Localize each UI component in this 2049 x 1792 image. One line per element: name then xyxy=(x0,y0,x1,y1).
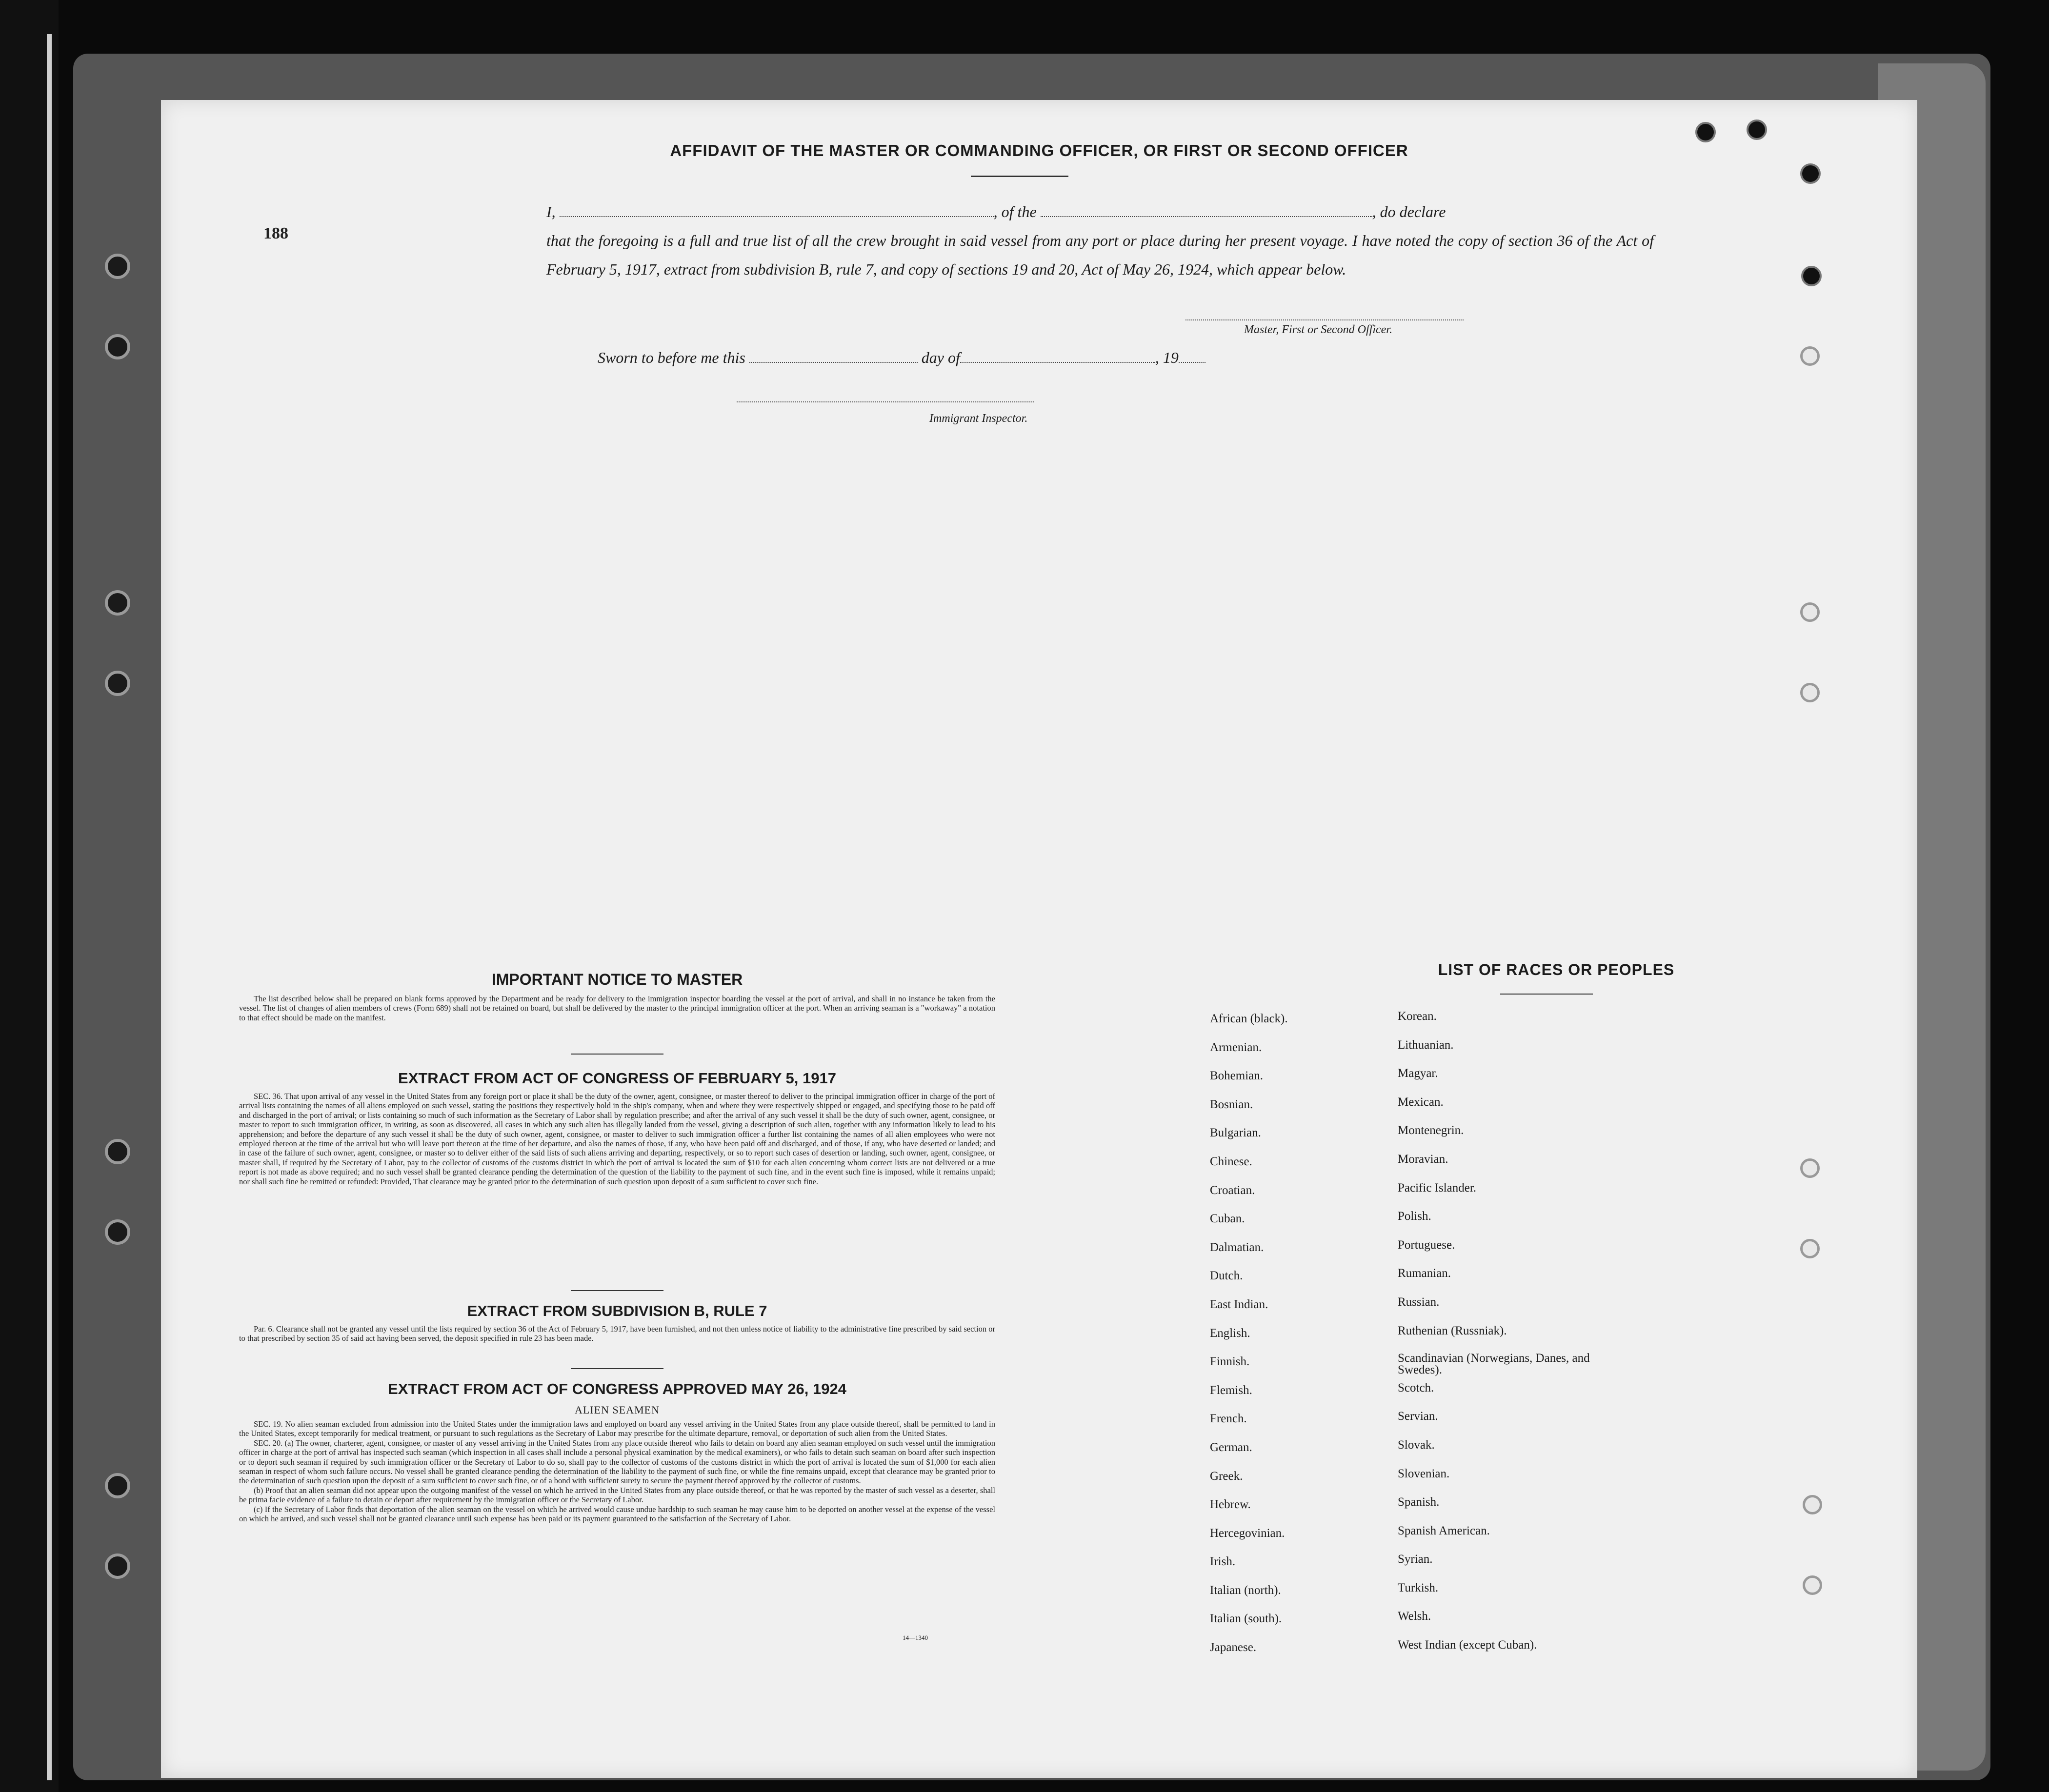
master-signature-line xyxy=(1185,319,1464,320)
race-item: Bosnian. xyxy=(1210,1097,1253,1111)
sec-19-text: SEC. 19. No alien seaman excluded from admission into the United States under the immigration laws and employed on board any vessel arriving in the United States from any place outside thereof, shall be permitted to land in the United States, except temporarily for medical treatment, or pursuant to such regulations as the Secretary of Labor may prescribe for the ultimate departure, removal, or deportation of such alien from the United States. xyxy=(239,1419,995,1438)
race-item: Cuban. xyxy=(1210,1212,1245,1226)
punch-hole-icon xyxy=(1800,1158,1820,1178)
margin-mark: 188 xyxy=(263,224,288,242)
form-number: 14—1340 xyxy=(903,1634,928,1641)
race-item: Ruthenian (Russniak). xyxy=(1398,1324,1507,1337)
punch-hole-icon xyxy=(1801,266,1822,286)
race-item: Polish. xyxy=(1398,1210,1431,1223)
extract-1917-body xyxy=(239,1092,995,1186)
binder-hole-icon xyxy=(105,1139,130,1164)
race-item: Italian (north). xyxy=(1210,1583,1281,1597)
binder-hole-icon xyxy=(105,334,130,359)
race-item: Hebrew. xyxy=(1210,1498,1251,1512)
affidavit-line-1 xyxy=(546,198,1654,226)
punch-hole-icon xyxy=(1800,1239,1820,1258)
binder-hole-icon xyxy=(105,671,130,696)
notice-text: The list described below shall be prepared on blank forms approved by the Department and be ready for delivery to the immigration inspector boarding the vessel at the port of arrival, and shall in no instance be taken from the vessel. The list of changes of alien members of crews (Form 689) shall not be retained on board, but shall be delivered by the master to the principal immigration officer at the port. When an arriving seaman is a "workaway" a notation to that effect should be made on the manifest. xyxy=(239,994,995,1022)
vessel-blank xyxy=(1041,216,1372,217)
affidavit-of-the: , of the xyxy=(993,203,1037,220)
races-title: LIST OF RACES OR PEOPLES xyxy=(1438,961,1675,978)
race-item: German. xyxy=(1210,1440,1252,1454)
binder-hole-icon xyxy=(105,1553,130,1579)
divider xyxy=(571,1290,663,1291)
sworn-month-blank xyxy=(960,362,1155,363)
section-36-text: SEC. 36. That upon arrival of any vessel in the United States from any foreign port or place it shall be the duty of the owner, agent, consignee, or master thereof to deliver to the principal immigration officer in charge of the port of arrival lists containing the names of all aliens employed on such vessel, stating the positions they respectively hold in the ship's company, when and where they were respectively shipped or engaged, and specifying those to be paid off and discharged in the port of arrival; or lists containing so much of such information as the Secretary of Labor shall by regulation prescribe; and after the arrival of any such vessel it shall be the duty of such owner, agent, consignee, or master to report to such immigration officer, in writing, as soon as discovered, all cases in which any such alien has illegally landed from the vessel, giving a description of such alien, together with any information likely to lead to his apprehension; and before the departure of any such vessel it shall be the duty of such owner, agent, consignee, or master to deliver to such immigration officer a further list containing the names of all alien employees who were not employed thereon at the time of the arrival but who will leave port thereon at the time of her departure, and also the names of those, if any, who have been paid off and discharged, and of those, if any, who have deserted or landed; and in case of the failure of such owner, agent, consignee, or master so to deliver either of the said lists of such aliens arriving and departing, respectively, or so to report such cases of desertion or landing, such owner, agent, consignee, or master shall, if required by the Secretary of Labor, pay to the collector of customs of the customs district in which the port of arrival is located the sum of $10 for each alien concerning whom correct lists are not delivered or a true report is not made as above required; and no such vessel shall be granted clearance pending the determination of the question of the liability to the payment of such fine, and in the event such fine is imposed, while it remains unpaid; nor shall such fine be remitted or refunded: Provided, That clearance may be granted prior to the determination of such question upon deposit of a sum sufficient to cover such fine. xyxy=(239,1092,995,1186)
punch-hole-icon xyxy=(1695,122,1716,142)
race-item: Bulgarian. xyxy=(1210,1126,1261,1140)
race-item: Pacific Islander. xyxy=(1398,1181,1477,1195)
race-item: Spanish American. xyxy=(1398,1524,1490,1537)
affidavit-declaration-text: that the foregoing is a full and true list of all the crew brought in said vessel from any port or place during her present voyage. I have noted the copy of section 36 of the Act of February 5, 1917, extract from subdivision B, rule 7, and copy of sections 19 and 20, Act of May 26, 1924, which appear below. xyxy=(546,232,1654,278)
race-item: Portuguese. xyxy=(1398,1238,1455,1252)
notice-body xyxy=(239,994,995,1022)
race-item: Japanese. xyxy=(1210,1641,1257,1654)
sworn-prefix: Sworn to before me this xyxy=(598,349,745,366)
race-item: Armenian. xyxy=(1210,1040,1262,1054)
races-divider xyxy=(1500,994,1593,995)
binder-hole-icon xyxy=(105,590,130,616)
title-divider xyxy=(971,176,1068,177)
punch-hole-icon xyxy=(1800,346,1820,366)
race-item: Dalmatian. xyxy=(1210,1240,1264,1254)
race-item: African (black). xyxy=(1210,1012,1288,1025)
affidavit-declare: , do declare xyxy=(1372,203,1446,220)
race-item: Lithuanian. xyxy=(1398,1038,1454,1052)
races-left-column xyxy=(1210,1012,1386,1670)
punch-hole-icon xyxy=(1800,602,1820,622)
alien-seamen-subtitle: ALIEN SEAMEN xyxy=(575,1404,660,1416)
race-item: East Indian. xyxy=(1210,1297,1268,1311)
race-item: Bohemian. xyxy=(1210,1069,1264,1083)
affidavit-title: AFFIDAVIT OF THE MASTER OR COMMANDING OFFICER, OR FIRST OR SECOND OFFICER xyxy=(670,141,1408,159)
race-item: Irish. xyxy=(1210,1555,1236,1569)
race-item: Syrian. xyxy=(1398,1553,1433,1566)
race-item: Welsh. xyxy=(1398,1610,1431,1623)
race-item: Montenegrin. xyxy=(1398,1124,1464,1137)
punch-hole-icon xyxy=(1800,163,1821,184)
sworn-year-blank xyxy=(1179,362,1205,363)
race-item: Turkish. xyxy=(1398,1581,1439,1594)
race-item: Magyar. xyxy=(1398,1067,1438,1080)
race-item: Servian. xyxy=(1398,1410,1438,1423)
race-item: Slovak. xyxy=(1398,1438,1435,1452)
race-item: Korean. xyxy=(1398,1010,1437,1023)
race-item: Spanish. xyxy=(1398,1495,1440,1509)
binder-hole-icon xyxy=(105,1219,130,1245)
sworn-day-of: day of xyxy=(921,349,960,366)
race-item: Hercegovinian. xyxy=(1210,1526,1285,1540)
race-item: Dutch. xyxy=(1210,1269,1243,1283)
sworn-day-blank xyxy=(749,362,918,363)
punch-hole-icon xyxy=(1803,1575,1822,1595)
race-item: English. xyxy=(1210,1326,1250,1340)
race-item: Croatian. xyxy=(1210,1183,1255,1197)
race-item: Slovenian. xyxy=(1398,1467,1450,1480)
binder-hole-icon xyxy=(105,1473,130,1498)
par-6-text: Par. 6. Clearance shall not be granted any vessel until the lists required by section 36 of the Act of February 5, 1917, have been furnished, and not then unless notice of liability to the administrative fine prescribed by said section or to that prescribed by section 35 of said act having been served, the deposit specified in rule 23 has been made. xyxy=(239,1324,995,1343)
notice-title: IMPORTANT NOTICE TO MASTER xyxy=(491,971,743,988)
sec-20c-text: (c) If the Secretary of Labor finds that deportation of the alien seaman on the vessel on which he arrived would cause undue hardship to such seaman he may cause him to be deported on another vessel at the expense of the vessel on which he arrived, and such vessel shall not be granted clearance until such expense has been paid or its payment guaranteed to the satisfaction of the Secretary of Labor. xyxy=(239,1504,995,1524)
race-item: Greek. xyxy=(1210,1469,1243,1483)
race-item: Rumanian. xyxy=(1398,1267,1451,1280)
rule-7-body xyxy=(239,1324,995,1343)
binder-edge xyxy=(47,34,52,1780)
extract-1924-title: EXTRACT FROM ACT OF CONGRESS APPROVED MAY 26, 1924 xyxy=(388,1380,846,1397)
race-item: Flemish. xyxy=(1210,1383,1252,1397)
affidavit-i: I, xyxy=(546,203,556,220)
race-item: Finnish. xyxy=(1210,1355,1250,1369)
race-item: Scotch. xyxy=(1398,1381,1434,1394)
race-item: Scandinavian (Norwegians, Danes, and Swedes). xyxy=(1398,1352,1590,1377)
punch-hole-icon xyxy=(1803,1495,1822,1514)
race-item: Moravian. xyxy=(1398,1152,1448,1166)
punch-hole-icon xyxy=(1800,683,1820,702)
extract-1917-title: EXTRACT FROM ACT OF CONGRESS OF FEBRUARY 5, 1917 xyxy=(398,1070,836,1087)
master-signature-label: Master, First or Second Officer. xyxy=(1244,323,1392,336)
race-item: West Indian (except Cuban). xyxy=(1398,1638,1537,1652)
race-item: Russian. xyxy=(1398,1295,1440,1309)
race-item: Chinese. xyxy=(1210,1155,1252,1168)
binder-hole-icon xyxy=(105,254,130,279)
race-item: Italian (south). xyxy=(1210,1612,1282,1626)
punch-hole-icon xyxy=(1747,119,1767,140)
sec-20a-text: SEC. 20. (a) The owner, charterer, agent, consignee, or master of any vessel arriving in the United States from any place outside thereof who fails to detain on board any alien seaman employed on such vessel until the immigration officer in charge at the port of arrival has inspected such seaman (which inspection in all cases shall include a personal physical examination by the medical examiners), or who fails to detain such seaman on board after such inspection or to deport such seaman if required by such immigration officer or the Secretary of Labor to do so, shall pay to the collector of customs of the customs district in which the port of arrival is located the sum of $1,000 for each alien seaman in respect of whom such failure occurs. No vessel shall be granted clearance pending the determination of the liability to the payment of such fine, or while the fine remains unpaid, except that clearance may be granted prior to the determination of such question upon the deposit of a sum sufficient to cover such fine, or of a bond with sufficient surety to secure the payment thereof approved by the collector of customs. xyxy=(239,1438,995,1486)
inspector-signature-line xyxy=(737,401,1034,402)
sworn-line xyxy=(598,349,1205,367)
race-item: Mexican. xyxy=(1398,1095,1444,1109)
races-right-column xyxy=(1398,1010,1603,1667)
divider xyxy=(571,1368,663,1369)
affidavit-body xyxy=(546,198,1654,284)
divider xyxy=(571,1054,663,1055)
document-page xyxy=(161,100,1917,1778)
sec-20b-text: (b) Proof that an alien seaman did not appear upon the outgoing manifest of the vessel on which he arrived in the United States from any place outside thereof, or that he was reported by the master of such vessel as a deserter, shall be prima facie evidence of a failure to detain or deport after requirement by the immigration officer or the Secretary of Labor. xyxy=(239,1485,995,1505)
race-item: French. xyxy=(1210,1412,1247,1426)
inspector-signature-label: Immigrant Inspector. xyxy=(929,412,1028,425)
extract-1924-body xyxy=(239,1419,995,1523)
sworn-year: , 19 xyxy=(1155,349,1179,366)
name-blank xyxy=(560,216,994,217)
rule-7-title: EXTRACT FROM SUBDIVISION B, RULE 7 xyxy=(467,1302,767,1319)
